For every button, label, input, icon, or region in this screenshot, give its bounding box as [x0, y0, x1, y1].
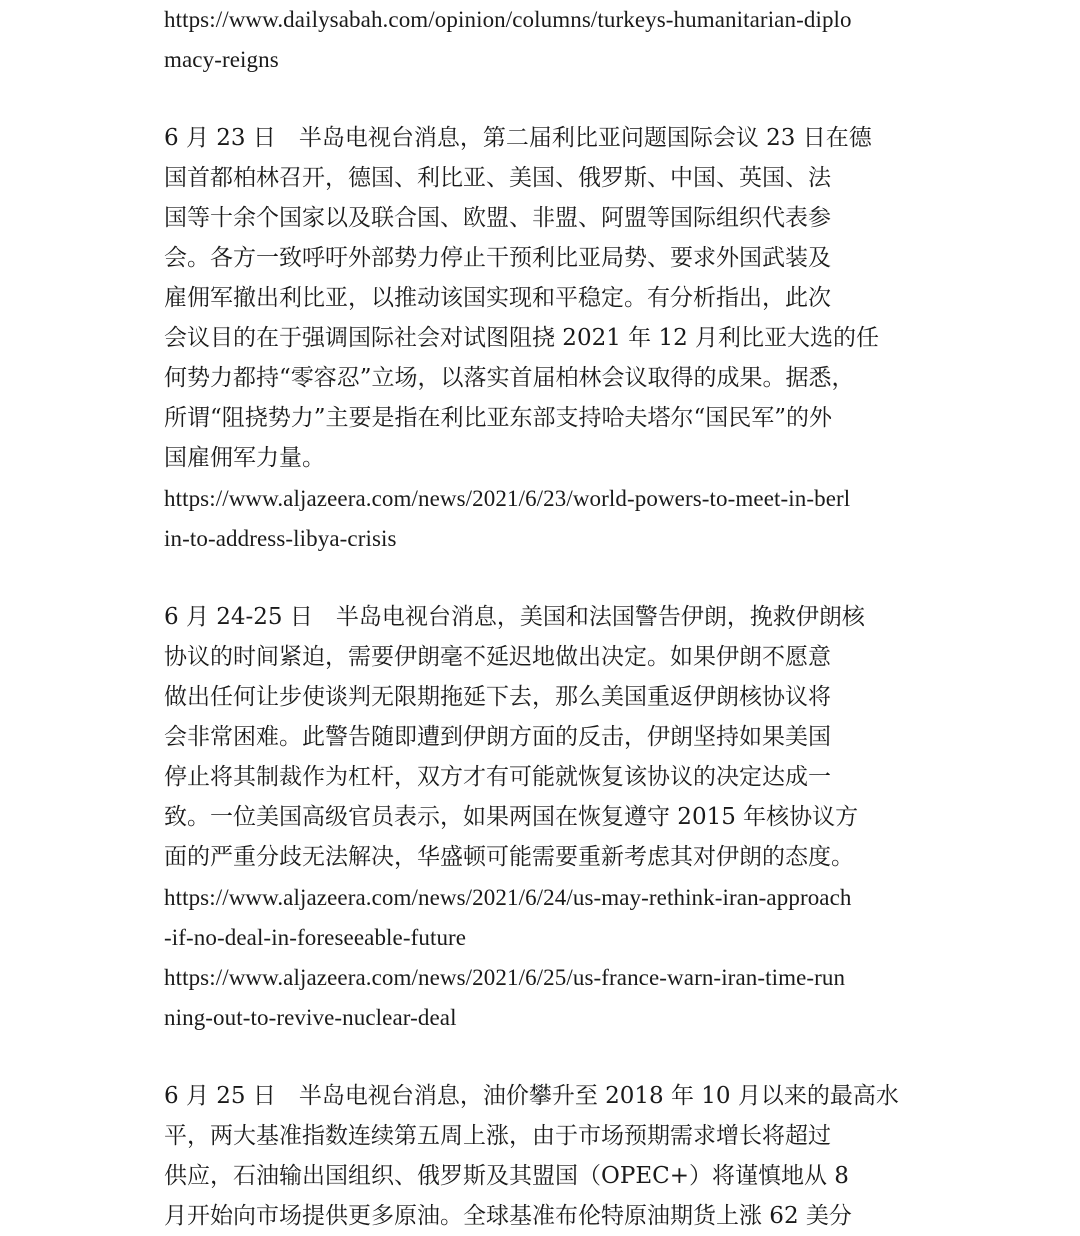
source-url-line: macy-reigns — [164, 47, 279, 72]
source-url-line: https://www.aljazeera.com/news/2021/6/24/us-may-rethink-iran-approach — [164, 885, 852, 910]
source-url-line: ning-out-to-revive-nuclear-deal — [164, 1005, 457, 1030]
paragraph-line: 国等十余个国家以及联合国、欧盟、非盟、阿盟等国际组织代表参 — [164, 205, 831, 231]
paragraph-line: 做出任何让步使谈判无限期拖延下去，那么美国重返伊朗核协议将 — [164, 684, 831, 710]
source-url-line: https://www.aljazeera.com/news/2021/6/25/us-france-warn-iran-time-run — [164, 965, 846, 990]
paragraph-line: 国首都柏林召开，德国、利比亚、美国、俄罗斯、中国、英国、法 — [164, 165, 831, 191]
paragraph-line: 会。各方一致呼吁外部势力停止干预利比亚局势、要求外国武装及 — [164, 245, 831, 271]
paragraph-line: 雇佣军撤出利比亚，以推动该国实现和平稳定。有分析指出，此次 — [164, 285, 831, 311]
paragraph-line: 6 月 23 日 半岛电视台消息，第二届利比亚问题国际会议 23 日在德 — [164, 125, 872, 151]
paragraph-line: 会非常困难。此警告随即遭到伊朗方面的反击，伊朗坚持如果美国 — [164, 724, 831, 750]
paragraph-line: 停止将其制裁作为杠杆，双方才有可能就恢复该协议的决定达成一 — [164, 764, 831, 790]
paragraph-line: 致。一位美国高级官员表示，如果两国在恢复遵守 2015 年核协议方 — [164, 804, 859, 830]
source-url-line: https://www.aljazeera.com/news/2021/6/23/world-powers-to-meet-in-berl — [164, 486, 851, 511]
paragraph-line: 会议目的在于强调国际社会对试图阻挠 2021 年 12 月利比亚大选的任 — [164, 325, 880, 351]
paragraph-line: 面的严重分歧无法解决，华盛顿可能需要重新考虑其对伊朗的态度。 — [164, 844, 854, 870]
paragraph-line: 平，两大基准指数连续第五周上涨，由于市场预期需求增长将超过 — [164, 1123, 831, 1149]
source-url-line: -if-no-deal-in-foreseeable-future — [164, 925, 467, 950]
paragraph-line: 月开始向市场提供更多原油。全球基准布伦特原油期货上涨 62 美分 — [164, 1203, 852, 1229]
paragraph-line: 协议的时间紧迫，需要伊朗毫不延迟地做出决定。如果伊朗不愿意 — [164, 644, 831, 670]
paragraph-line: 国雇佣军力量。 — [164, 445, 325, 471]
paragraph-line: 供应，石油输出国组织、俄罗斯及其盟国（OPEC+）将谨慎地从 8 — [164, 1163, 849, 1189]
source-url-line: https://www.dailysabah.com/opinion/columns/turkeys-humanitarian-diplo — [164, 7, 852, 32]
source-url-line: in-to-address-libya-crisis — [164, 526, 397, 551]
paragraph-line: 所谓“阻挠势力”主要是指在利比亚东部支持哈夫塔尔“国民军”的外 — [164, 405, 833, 431]
paragraph-line: 何势力都持“零容忍”立场，以落实首届柏林会议取得的成果。据悉， — [164, 365, 855, 391]
paragraph-line: 6 月 25 日 半岛电视台消息，油价攀升至 2018 年 10 月以来的最高水 — [164, 1083, 899, 1109]
paragraph-line: 6 月 24-25 日 半岛电视台消息，美国和法国警告伊朗，挽救伊朗核 — [164, 604, 865, 630]
